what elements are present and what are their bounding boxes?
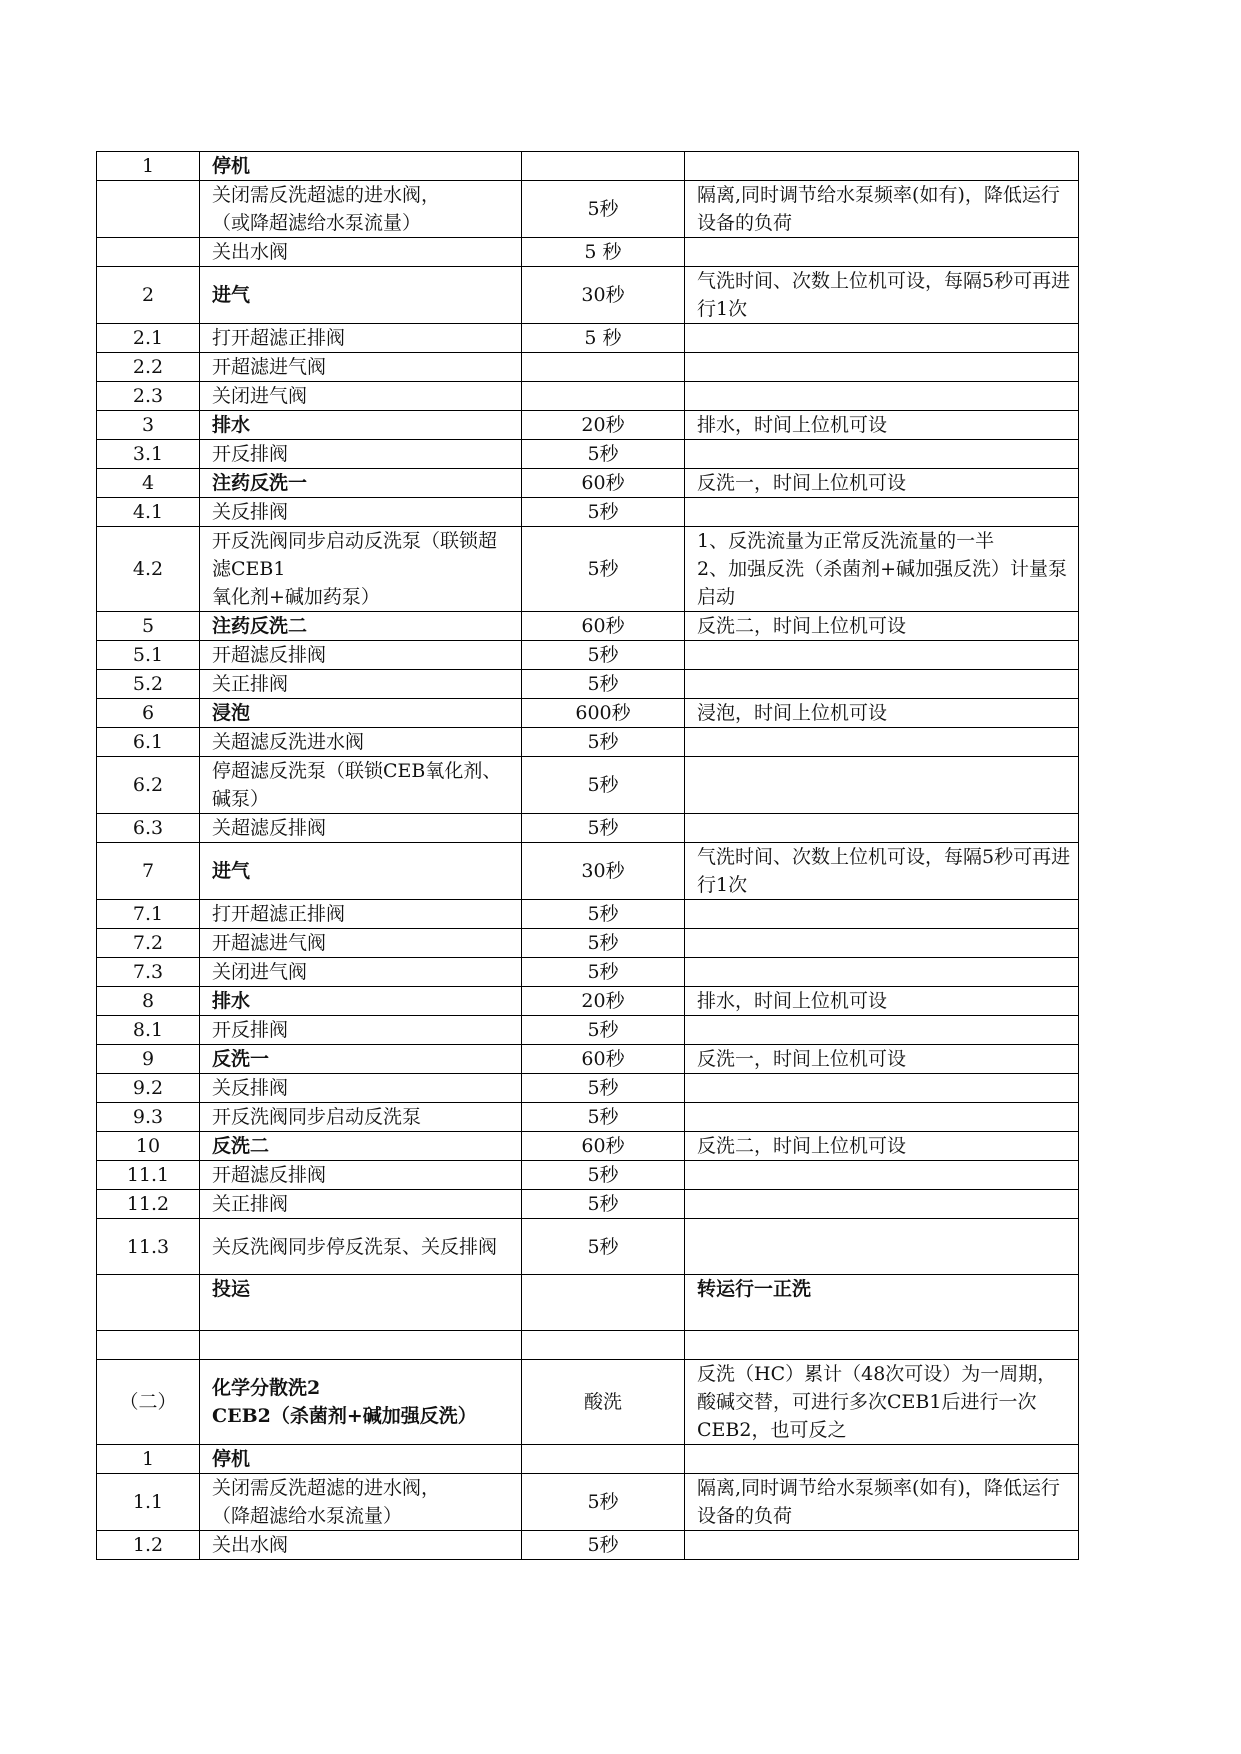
step-action-cell: 关反排阀 — [200, 498, 522, 527]
step-remark-cell — [685, 382, 1079, 411]
step-action-cell: 注药反洗二 — [200, 612, 522, 641]
step-action-cell: 停机 — [200, 1445, 522, 1474]
step-duration-cell: 5秒 — [522, 728, 685, 757]
step-action-cell: 关超滤反洗进水阀 — [200, 728, 522, 757]
table-body — [97, 152, 1079, 1560]
step-remark-cell: 排水，时间上位机可设 — [685, 987, 1079, 1016]
step-action-cell: 浸泡 — [200, 699, 522, 728]
table-row — [97, 1103, 1079, 1132]
step-action-cell: 投运 — [200, 1275, 522, 1331]
table-row — [97, 382, 1079, 411]
step-number-cell: 6.2 — [97, 757, 200, 814]
step-duration-cell — [522, 1275, 685, 1331]
step-duration-cell: 5秒 — [522, 757, 685, 814]
step-action-cell: 打开超滤正排阀 — [200, 900, 522, 929]
step-remark-cell — [685, 1445, 1079, 1474]
step-remark-cell — [685, 440, 1079, 469]
table-row — [97, 958, 1079, 987]
step-remark-cell — [685, 641, 1079, 670]
step-duration-cell: 5秒 — [522, 1190, 685, 1219]
step-remark-cell — [685, 900, 1079, 929]
step-action-cell: 反洗一 — [200, 1045, 522, 1074]
table-row — [97, 1190, 1079, 1219]
step-remark-cell: 排水，时间上位机可设 — [685, 411, 1079, 440]
step-duration-cell — [522, 152, 685, 181]
step-duration-cell — [522, 382, 685, 411]
step-duration-cell: 5秒 — [522, 958, 685, 987]
step-action-cell: 关闭进气阀 — [200, 958, 522, 987]
step-number-cell: 9.3 — [97, 1103, 200, 1132]
table-row — [97, 469, 1079, 498]
step-duration-cell: 5秒 — [522, 181, 685, 238]
step-duration-cell: 5秒 — [522, 1531, 685, 1560]
step-remark-cell — [685, 1531, 1079, 1560]
step-remark-cell — [685, 728, 1079, 757]
step-number-cell: 7.3 — [97, 958, 200, 987]
step-number-cell: 9.2 — [97, 1074, 200, 1103]
step-duration-cell: 5秒 — [522, 1219, 685, 1275]
step-number-cell: 4 — [97, 469, 200, 498]
table-row — [97, 1161, 1079, 1190]
step-number-cell: 4.2 — [97, 527, 200, 612]
table-row — [97, 353, 1079, 382]
step-number-cell: 2 — [97, 267, 200, 324]
step-remark-cell: 反洗一，时间上位机可设 — [685, 1045, 1079, 1074]
table-row — [97, 1016, 1079, 1045]
step-remark-cell: 隔离,同时调节给水泵频率(如有)，降低运行设备的负荷 — [685, 181, 1079, 238]
step-remark-cell — [685, 353, 1079, 382]
step-remark-cell — [685, 1219, 1079, 1275]
table-row — [97, 843, 1079, 900]
step-duration-cell: 5秒 — [522, 641, 685, 670]
table-row — [97, 181, 1079, 238]
table-row — [97, 527, 1079, 612]
step-duration-cell — [522, 1445, 685, 1474]
step-duration-cell: 5秒 — [522, 670, 685, 699]
step-action-cell: 开反排阀 — [200, 1016, 522, 1045]
table-row — [97, 612, 1079, 641]
step-number-cell: 11.1 — [97, 1161, 200, 1190]
step-duration-cell: 5秒 — [522, 1474, 685, 1531]
step-action-cell: 打开超滤正排阀 — [200, 324, 522, 353]
step-action-cell: 停机 — [200, 152, 522, 181]
table-row — [97, 670, 1079, 699]
step-remark-cell — [685, 1331, 1079, 1360]
step-number-cell — [97, 1275, 200, 1331]
step-number-cell: 3.1 — [97, 440, 200, 469]
table-row — [97, 1275, 1079, 1331]
step-number-cell: 7 — [97, 843, 200, 900]
step-remark-cell — [685, 1103, 1079, 1132]
step-remark-cell: 反洗二，时间上位机可设 — [685, 612, 1079, 641]
step-action-cell: 关闭进气阀 — [200, 382, 522, 411]
step-action-cell: 关出水阀 — [200, 1531, 522, 1560]
step-number-cell: （二） — [97, 1360, 200, 1445]
table-row — [97, 1331, 1079, 1360]
step-number-cell: 7.1 — [97, 900, 200, 929]
step-remark-cell: 反洗（HC）累计（48次可设）为一周期，酸碱交替，可进行多次CEB1后进行一次CEB2，也可反之 — [685, 1360, 1079, 1445]
step-duration-cell: 5秒 — [522, 929, 685, 958]
step-remark-cell — [685, 498, 1079, 527]
step-remark-cell: 1、反洗流量为正常反洗流量的一半 2、加强反洗（杀菌剂+碱加强反洗）计量泵启动 — [685, 527, 1079, 612]
table-row — [97, 814, 1079, 843]
table-row — [97, 1474, 1079, 1531]
step-number-cell: 6 — [97, 699, 200, 728]
table-row — [97, 757, 1079, 814]
step-remark-cell: 气洗时间、次数上位机可设，每隔5秒可再进行1次 — [685, 843, 1079, 900]
step-action-cell: 停超滤反洗泵（联锁CEB氧化剂、碱泵） — [200, 757, 522, 814]
step-number-cell: 11.2 — [97, 1190, 200, 1219]
step-action-cell: 开反排阀 — [200, 440, 522, 469]
step-remark-cell — [685, 670, 1079, 699]
step-number-cell: 6.1 — [97, 728, 200, 757]
step-duration-cell: 5秒 — [522, 900, 685, 929]
table-row — [97, 1132, 1079, 1161]
step-number-cell: 5.1 — [97, 641, 200, 670]
step-action-cell: 化学分散洗2 CEB2（杀菌剂+碱加强反洗） — [200, 1360, 522, 1445]
step-number-cell: 5 — [97, 612, 200, 641]
step-action-cell: 进气 — [200, 843, 522, 900]
step-duration-cell: 5秒 — [522, 498, 685, 527]
step-number-cell — [97, 1331, 200, 1360]
step-duration-cell: 5秒 — [522, 1161, 685, 1190]
table-row — [97, 641, 1079, 670]
cleaning-procedure-table — [96, 151, 1079, 1560]
step-number-cell: 5.2 — [97, 670, 200, 699]
step-number-cell: 1.2 — [97, 1531, 200, 1560]
step-remark-cell — [685, 814, 1079, 843]
step-action-cell: 关反洗阀同步停反洗泵、关反排阀 — [200, 1219, 522, 1275]
table-row — [97, 1074, 1079, 1103]
step-action-cell: 开反洗阀同步启动反洗泵 — [200, 1103, 522, 1132]
step-action-cell: 关正排阀 — [200, 670, 522, 699]
step-number-cell: 8 — [97, 987, 200, 1016]
table-row — [97, 152, 1079, 181]
table-row — [97, 1531, 1079, 1560]
step-action-cell: 排水 — [200, 411, 522, 440]
step-duration-cell: 酸洗 — [522, 1360, 685, 1445]
step-remark-cell — [685, 324, 1079, 353]
table-row — [97, 699, 1079, 728]
step-action-cell: 进气 — [200, 267, 522, 324]
step-duration-cell: 5秒 — [522, 527, 685, 612]
step-number-cell: 2.3 — [97, 382, 200, 411]
table-row — [97, 1219, 1079, 1275]
step-remark-cell — [685, 238, 1079, 267]
step-number-cell: 8.1 — [97, 1016, 200, 1045]
step-number-cell: 1.1 — [97, 1474, 200, 1531]
step-duration-cell: 30秒 — [522, 843, 685, 900]
step-duration-cell: 5秒 — [522, 1016, 685, 1045]
step-action-cell: 关正排阀 — [200, 1190, 522, 1219]
step-action-cell: 开超滤反排阀 — [200, 1161, 522, 1190]
step-duration-cell — [522, 353, 685, 382]
step-remark-cell — [685, 1161, 1079, 1190]
table-row — [97, 238, 1079, 267]
step-action-cell — [200, 1331, 522, 1360]
table-row — [97, 987, 1079, 1016]
step-duration-cell: 60秒 — [522, 1045, 685, 1074]
table-row — [97, 1045, 1079, 1074]
step-action-cell: 反洗二 — [200, 1132, 522, 1161]
step-remark-cell: 转运行一正洗 — [685, 1275, 1079, 1331]
table-row — [97, 1445, 1079, 1474]
step-remark-cell: 隔离,同时调节给水泵频率(如有)，降低运行设备的负荷 — [685, 1474, 1079, 1531]
step-number-cell: 10 — [97, 1132, 200, 1161]
step-number-cell: 3 — [97, 411, 200, 440]
step-remark-cell — [685, 958, 1079, 987]
step-remark-cell: 浸泡，时间上位机可设 — [685, 699, 1079, 728]
step-duration-cell: 5 秒 — [522, 324, 685, 353]
step-action-cell: 关超滤反排阀 — [200, 814, 522, 843]
step-action-cell: 开超滤进气阀 — [200, 353, 522, 382]
step-action-cell: 开超滤反排阀 — [200, 641, 522, 670]
table-row — [97, 440, 1079, 469]
step-duration-cell: 20秒 — [522, 411, 685, 440]
step-remark-cell — [685, 757, 1079, 814]
step-duration-cell: 60秒 — [522, 1132, 685, 1161]
table-row — [97, 900, 1079, 929]
step-duration-cell: 5秒 — [522, 440, 685, 469]
step-remark-cell — [685, 1016, 1079, 1045]
step-number-cell: 4.1 — [97, 498, 200, 527]
table-row — [97, 1360, 1079, 1445]
step-number-cell: 6.3 — [97, 814, 200, 843]
step-number-cell — [97, 181, 200, 238]
step-number-cell: 1 — [97, 1445, 200, 1474]
step-remark-cell: 气洗时间、次数上位机可设，每隔5秒可再进行1次 — [685, 267, 1079, 324]
table-row — [97, 929, 1079, 958]
step-number-cell: 2.1 — [97, 324, 200, 353]
step-duration-cell: 600秒 — [522, 699, 685, 728]
step-action-cell: 关出水阀 — [200, 238, 522, 267]
step-remark-cell — [685, 929, 1079, 958]
step-duration-cell: 5 秒 — [522, 238, 685, 267]
step-duration-cell: 60秒 — [522, 612, 685, 641]
step-number-cell: 2.2 — [97, 353, 200, 382]
step-remark-cell: 反洗一，时间上位机可设 — [685, 469, 1079, 498]
step-duration-cell — [522, 1331, 685, 1360]
step-action-cell: 开超滤进气阀 — [200, 929, 522, 958]
step-number-cell: 9 — [97, 1045, 200, 1074]
step-duration-cell: 5秒 — [522, 1103, 685, 1132]
table-row — [97, 728, 1079, 757]
step-duration-cell: 5秒 — [522, 1074, 685, 1103]
step-action-cell: 关闭需反洗超滤的进水阀， （降超滤给水泵流量） — [200, 1474, 522, 1531]
step-action-cell: 关反排阀 — [200, 1074, 522, 1103]
step-action-cell: 注药反洗一 — [200, 469, 522, 498]
step-number-cell: 7.2 — [97, 929, 200, 958]
step-duration-cell: 30秒 — [522, 267, 685, 324]
step-remark-cell — [685, 1190, 1079, 1219]
step-remark-cell — [685, 1074, 1079, 1103]
step-action-cell: 关闭需反洗超滤的进水阀， （或降超滤给水泵流量） — [200, 181, 522, 238]
step-duration-cell: 60秒 — [522, 469, 685, 498]
step-action-cell: 开反洗阀同步启动反洗泵（联锁超滤CEB1 氧化剂+碱加药泵） — [200, 527, 522, 612]
table-row — [97, 411, 1079, 440]
step-duration-cell: 20秒 — [522, 987, 685, 1016]
step-number-cell — [97, 238, 200, 267]
step-remark-cell: 反洗二，时间上位机可设 — [685, 1132, 1079, 1161]
step-number-cell: 11.3 — [97, 1219, 200, 1275]
step-number-cell: 1 — [97, 152, 200, 181]
step-remark-cell — [685, 152, 1079, 181]
table-row — [97, 267, 1079, 324]
step-action-cell: 排水 — [200, 987, 522, 1016]
table-row — [97, 324, 1079, 353]
step-duration-cell: 5秒 — [522, 814, 685, 843]
table-row — [97, 498, 1079, 527]
